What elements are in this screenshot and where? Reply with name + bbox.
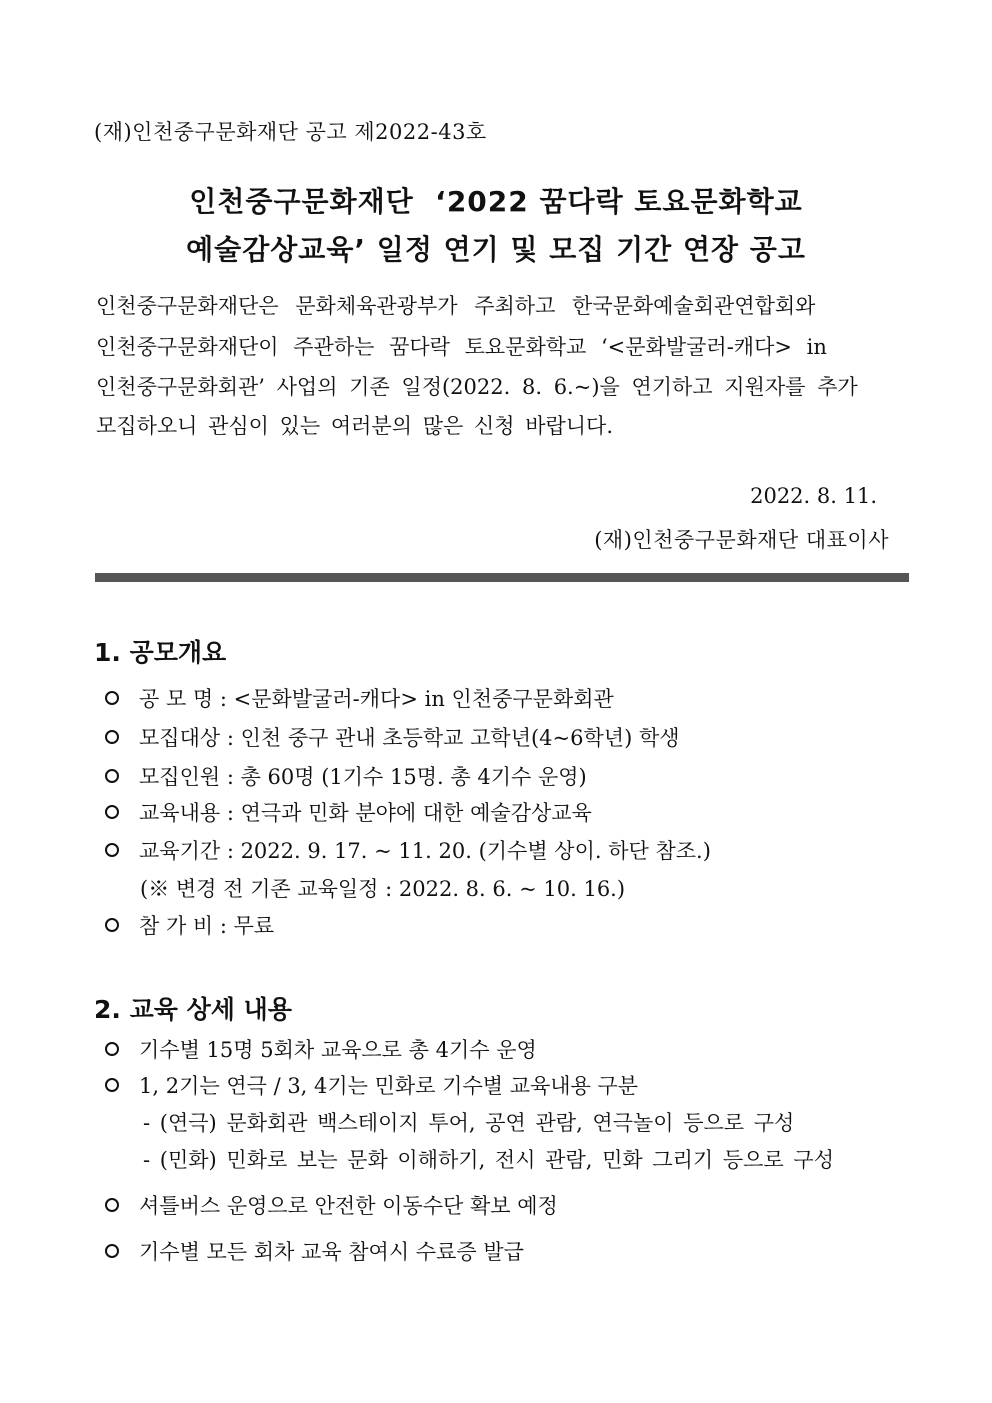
list-item-text: 공 모 명 : <문화발굴러-캐다> in 인천중구문화회관 — [139, 687, 614, 711]
issuer-name: (재)인천중구문화재단 대표이사 — [594, 528, 889, 552]
circle-bullet-icon — [105, 805, 119, 819]
list-item-text: 기수별 15명 5회차 교육으로 총 4기수 운영 — [139, 1038, 537, 1062]
list-item-text: 모집인원 : 총 60명 (1기수 15명. 총 4기수 운영) — [139, 765, 587, 789]
list-item — [105, 1034, 537, 1064]
list-item — [105, 683, 614, 713]
notice-number: (재)인천중구문화재단 공고 제2022-43호 — [94, 120, 487, 144]
list-item — [105, 835, 711, 865]
circle-bullet-icon — [105, 1078, 119, 1092]
list-item — [105, 910, 274, 940]
list-item — [105, 722, 680, 752]
section-2-heading: 2. 교육 상세 내용 — [94, 995, 292, 1024]
list-item-text: 1, 2기는 연극 / 3, 4기는 민화로 기수별 교육내용 구분 — [139, 1074, 639, 1098]
section-divider — [95, 573, 909, 582]
circle-bullet-icon — [105, 918, 119, 932]
section-1-heading: 1. 공모개요 — [94, 638, 227, 667]
circle-bullet-icon — [105, 843, 119, 857]
schedule-change-note: (※ 변경 전 기존 교육일정 : 2022. 8. 6. ~ 10. 16.) — [140, 877, 626, 901]
circle-bullet-icon — [105, 769, 119, 783]
list-item — [105, 1236, 524, 1266]
list-item-text: 기수별 모든 회차 교육 참여시 수료증 발급 — [139, 1240, 524, 1264]
list-item — [105, 1070, 638, 1100]
list-item-text: 모집대상 : 인천 중구 관내 초등학교 고학년(4~6학년) 학생 — [139, 726, 680, 750]
intro-line-2: 인천중구문화재단이 주관하는 꿈다락 토요문화학교 ‘<문화발굴러-캐다> in — [96, 335, 827, 359]
circle-bullet-icon — [105, 691, 119, 705]
sub-item-theater: - (연극) 문화회관 백스테이지 투어, 공연 관람, 연극놀이 등으로 구성 — [143, 1111, 795, 1135]
circle-bullet-icon — [105, 730, 119, 744]
list-item — [105, 1190, 558, 1220]
title-line-2: 예술감상교육’ 일정 연기 및 모집 기간 연장 공고 — [186, 233, 806, 266]
circle-bullet-icon — [105, 1042, 119, 1056]
title-line-1: 인천중구문화재단 ‘2022 꿈다락 토요문화학교 — [189, 185, 803, 218]
list-item-text: 참 가 비 : 무료 — [139, 914, 275, 938]
list-item-text: 교육기간 : 2022. 9. 17. ~ 11. 20. (기수별 상이. 하단 참조.) — [139, 839, 711, 863]
list-item — [105, 797, 592, 827]
issue-date: 2022. 8. 11. — [750, 484, 877, 508]
list-item-text: 셔틀버스 운영으로 안전한 이동수단 확보 예정 — [139, 1194, 558, 1218]
intro-line-3: 인천중구문화회관’ 사업의 기존 일정(2022. 8. 6.~)을 연기하고 지원자를 추가 — [96, 375, 858, 399]
list-item — [105, 761, 587, 791]
intro-line-1: 인천중구문화재단은 문화체육관광부가 주최하고 한국문화예술회관연합회와 — [96, 294, 816, 318]
intro-line-4: 모집하오니 관심이 있는 여러분의 많은 신청 바랍니다. — [96, 414, 614, 438]
circle-bullet-icon — [105, 1244, 119, 1258]
list-item-text: 교육내용 : 연극과 민화 분야에 대한 예술감상교육 — [139, 801, 592, 825]
circle-bullet-icon — [105, 1198, 119, 1212]
sub-item-folk-painting: - (민화) 민화로 보는 문화 이해하기, 전시 관람, 민화 그리기 등으로 구성 — [143, 1148, 834, 1172]
